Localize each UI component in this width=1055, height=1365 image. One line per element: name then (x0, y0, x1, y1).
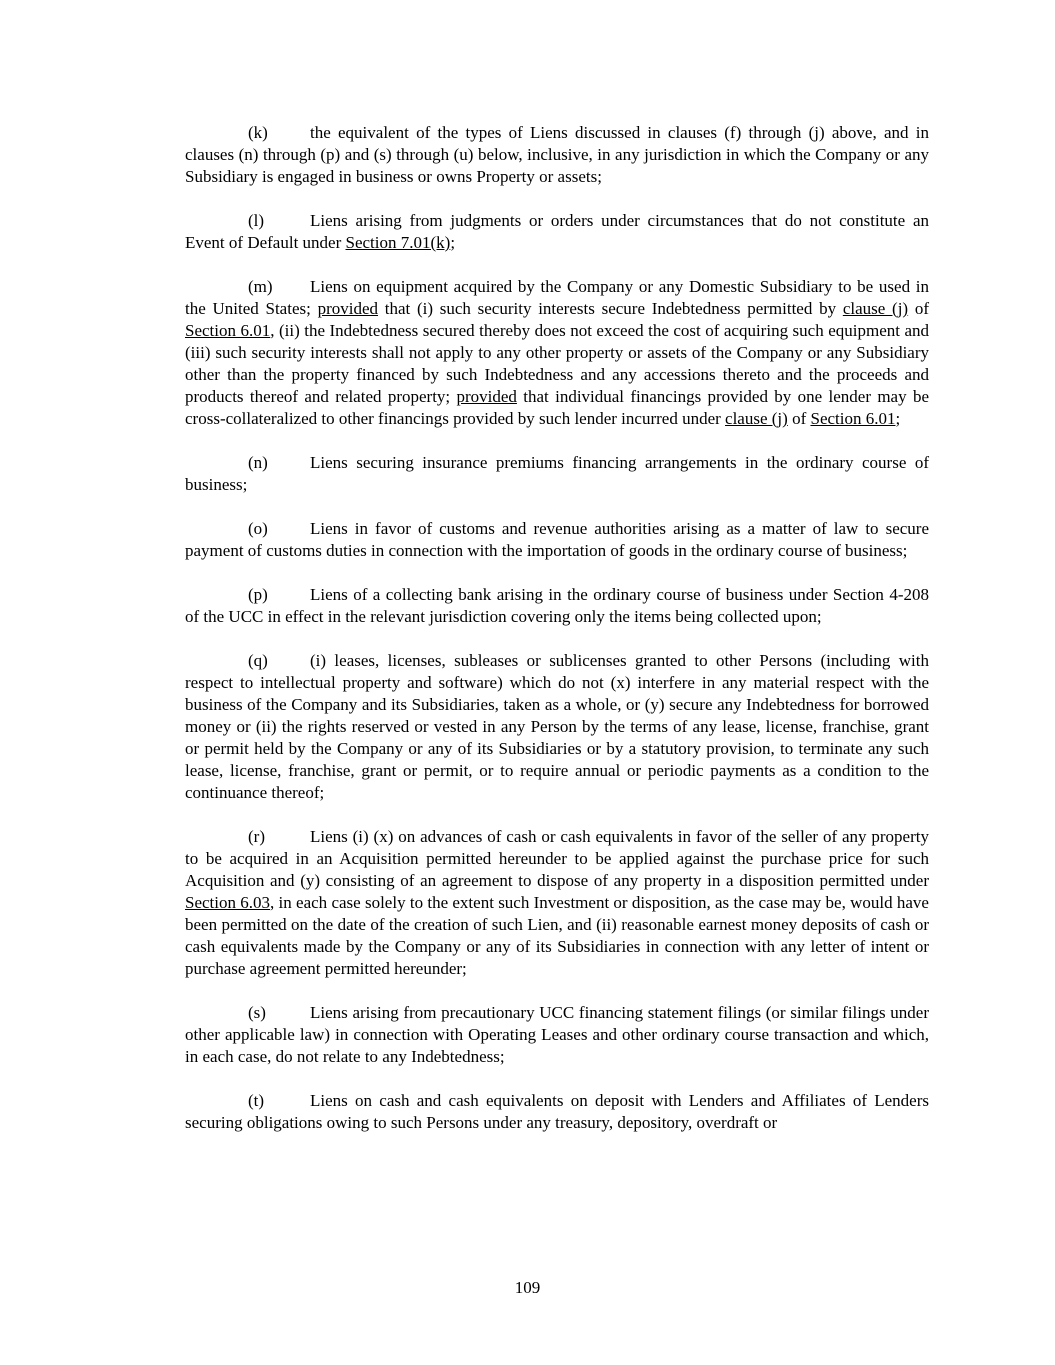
paragraph-text: ; (895, 409, 901, 428)
paragraph-label: (l) (248, 211, 265, 230)
paragraph-label: (t) (248, 1091, 265, 1110)
paragraph-text: that individual financings provided by one lender may be cross-collateralized to other financings provided by such lender incurred under (185, 387, 929, 428)
paragraph-label: (r) (248, 827, 265, 846)
page-number: 109 (514, 1278, 541, 1297)
paragraph-text: Liens on cash and cash equivalents on deposit with Lenders and Affiliates of Lenders securing obligations owing to such Persons under any treasury, depository, overdraft or (185, 1091, 929, 1132)
paragraph-label: (q) (248, 651, 268, 670)
paragraph-text: Liens (i) (x) on advances of cash or cash equivalents in favor of the seller of any property to be acquired in an Acquisition permitted hereunder to be applied against the purchase price for such Acquisition and (y) consisting of an agreement to dispose of any property in a disposition permitted under (185, 827, 929, 890)
paragraph-t (185, 1090, 929, 1134)
underlined-reference: Section 6.01 (810, 409, 896, 428)
paragraph-l (185, 210, 929, 254)
paragraph-text: the equivalent of the types of Liens discussed in clauses (f) through (j) above, and in clauses (n) through (p) and (s) through (u) below, inclusive, in any jurisdiction in which the Company or any Subsidiary is engaged in business or owns Property or assets; (185, 123, 929, 186)
paragraph-text: of (787, 409, 811, 428)
underlined-reference: clause (j) (842, 299, 909, 318)
paragraph-text: Liens securing insurance premiums financing arrangements in the ordinary course of business; (185, 453, 929, 494)
paragraph-r (185, 826, 929, 980)
paragraph-label: (k) (248, 123, 268, 142)
paragraph-text: Liens arising from precautionary UCC financing statement filings (or similar filings under other applicable law) in connection with Operating Leases and other ordinary course transaction and which, in each case, do not relate to any Indebtedness; (185, 1003, 929, 1066)
underlined-reference: Section 6.03 (185, 893, 271, 912)
paragraph-p (185, 584, 929, 628)
paragraph-label: (p) (248, 585, 268, 604)
paragraph-text: Liens of a collecting bank arising in the ordinary course of business under Section 4-208 of the UCC in effect in the relevant jurisdiction covering only the items being collected upon; (185, 585, 929, 626)
paragraph-text: of (908, 299, 929, 318)
paragraph-q (185, 650, 929, 804)
underlined-reference: provided (317, 299, 379, 318)
paragraph-s (185, 1002, 929, 1068)
document-paragraphs (185, 122, 929, 1156)
paragraph-o (185, 518, 929, 562)
underlined-reference: provided (456, 387, 517, 406)
paragraph-label: (m) (248, 277, 273, 296)
paragraph-label: (s) (248, 1003, 266, 1022)
paragraph-text: , in each case solely to the extent such Investment or disposition, as the case may be, would have been permitted on the date of the creation of such Lien, and (ii) reasonable earnest money deposits of cash or cash equivalents made by the Company or any of its Subsidiaries in connection with any letter of intent or purchase agreement permitted hereunder; (185, 893, 929, 978)
paragraph-text: Liens arising from judgments or orders under circumstances that do not constitute an Event of Default under (185, 211, 929, 252)
underlined-reference: clause (j) (725, 409, 788, 428)
paragraph-text: Liens in favor of customs and revenue authorities arising as a matter of law to secure payment of customs duties in connection with the importation of goods in the ordinary course of business; (185, 519, 929, 560)
paragraph-text: , (ii) the Indebtedness secured thereby does not exceed the cost of acquiring such equipment and (iii) such security interests shall not apply to any other property or assets of the Company or any Subsidiary other than the property financed by such Indebtedness and any accessions thereto and the proceeds and products thereof and related property; (185, 321, 929, 406)
underlined-reference: Section 7.01(k) (345, 233, 451, 252)
paragraph-text: Liens on equipment acquired by the Company or any Domestic Subsidiary to be used in the United States; (185, 277, 929, 318)
paragraph-text: (i) leases, licenses, subleases or sublicenses granted to other Persons (including with respect to intellectual property and software) which do not (x) interfere in any material respect with the business of the Company and its Subsidiaries, taken as a whole, or (y) secure any Indebtedness for borrowed money or (ii) the rights reserved or vested in any Person by the terms of any lease, license, franchise, grant or permit held by the Company or any of its Subsidiaries or by a statutory provision, to terminate any such lease, license, franchise, grant or permit, or to require annual or periodic payments as a condition to the continuance thereof; (185, 651, 929, 802)
paragraph-label: (n) (248, 453, 268, 472)
paragraph-n (185, 452, 929, 496)
paragraph-k (185, 122, 929, 188)
paragraph-text: ; (450, 233, 456, 252)
paragraph-text: that (i) such security interests secure Indebtedness permitted by (378, 299, 843, 318)
underlined-reference: Section 6.01 (185, 321, 271, 340)
paragraph-label: (o) (248, 519, 268, 538)
paragraph-m (185, 276, 929, 430)
